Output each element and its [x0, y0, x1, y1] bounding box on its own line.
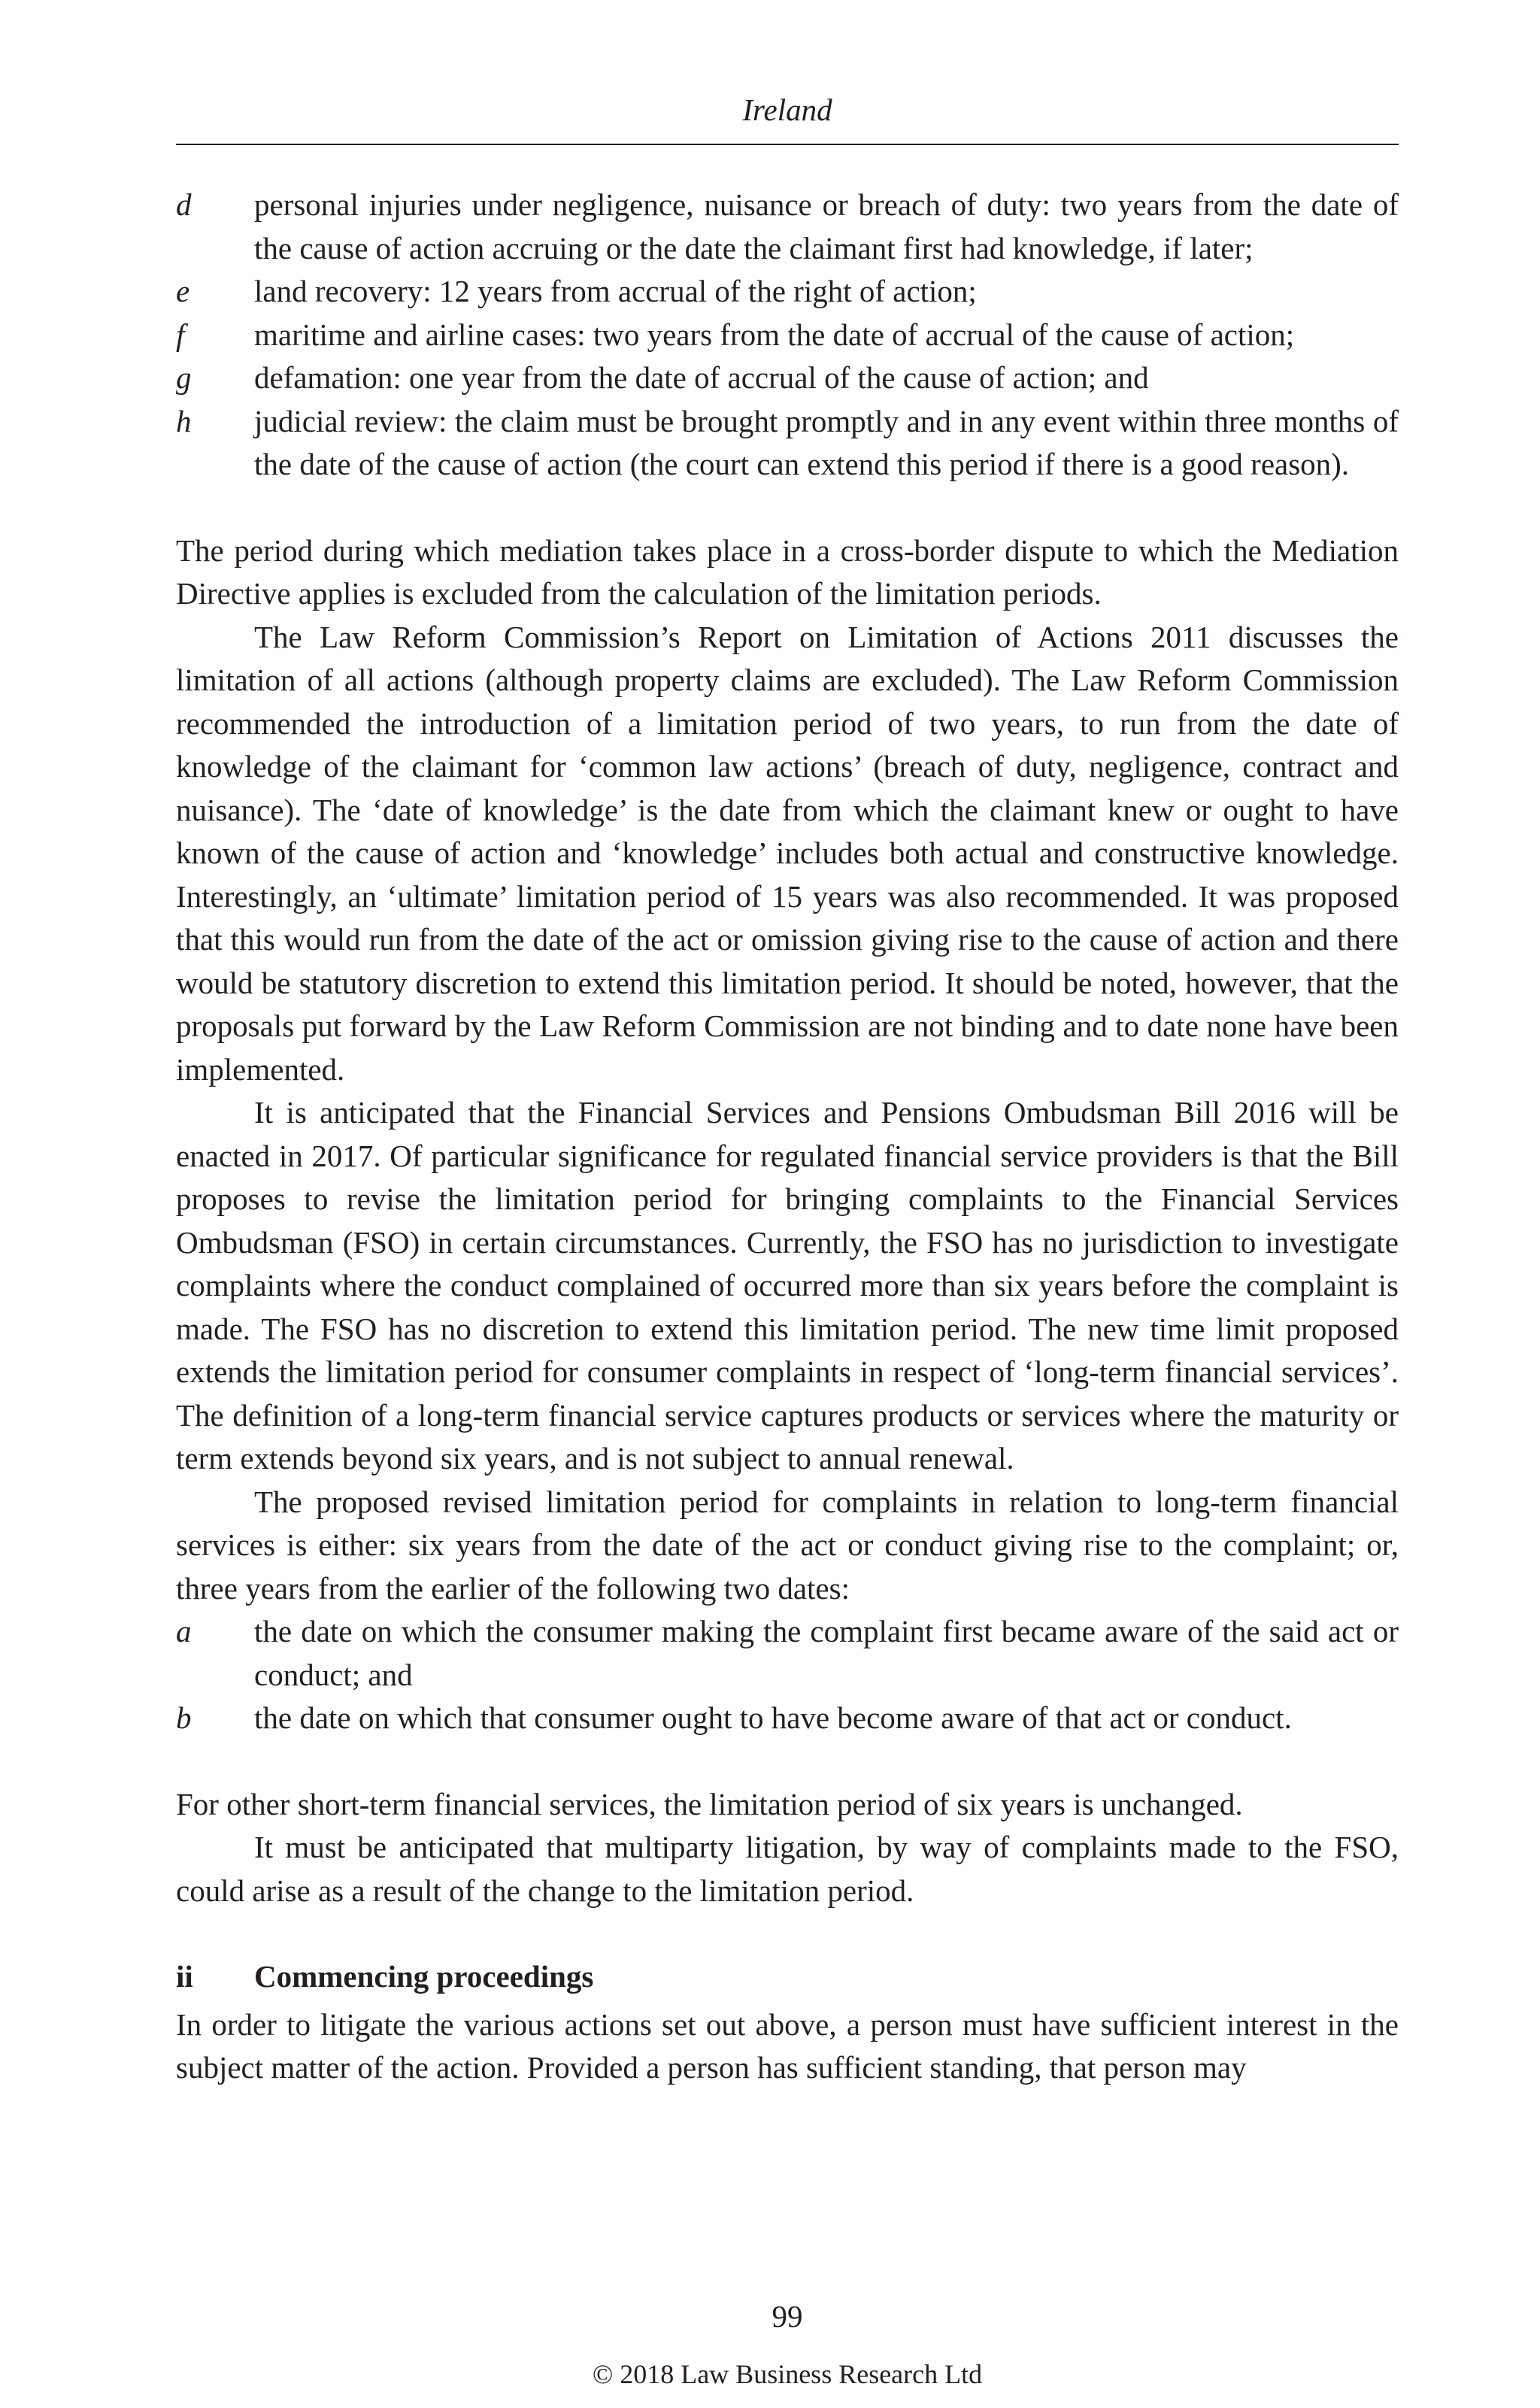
list-item-text: personal injuries under negligence, nuisance or breach of duty: two years from the date of the cause of action accruing or the date the claimant first had knowledge, if later;: [254, 187, 1399, 265]
body-text: [176, 183, 1399, 2090]
list-marker: h: [176, 403, 192, 438]
awareness-list: [176, 1610, 1399, 1740]
list-item: [176, 400, 1399, 487]
list-item-text: maritime and airline cases: two years from the date of accrual of the cause of action;: [254, 317, 1295, 352]
header-rule: [176, 144, 1399, 145]
list-item: [176, 1610, 1399, 1697]
paragraph: The Law Reform Commission’s Report on Limitation of Actions 2011 discusses the limitation of all actions (although property claims are excluded). The Law Reform Commission recommended the introduction of a limitation period of two years, to run from the date of knowledge of the claimant for ‘common law actions’ (breach of duty, negligence, contract and nuisance). The ‘date of knowledge’ is the date from which the claimant knew or ought to have known of the cause of action and ‘knowledge’ includes both actual and constructive knowledge. Interestingly, an ‘ultimate’ limitation period of 15 years was also recommended. It was proposed that this would run from the date of the act or omission giving rise to the cause of action and there would be statutory discretion to extend this limitation period. It should be noted, however, that the proposals put forward by the Law Reform Commission are not binding and to date none have been implemented.: [176, 619, 1399, 1087]
list-item: [176, 270, 1399, 314]
list-item-text: land recovery: 12 years from accrual of the right of action;: [254, 274, 977, 308]
paragraph: The period during which mediation takes place in a cross-border dispute to which the Mediation Directive applies is excluded from the calculation of the limitation periods.: [176, 532, 1399, 611]
paragraph: For other short-term financial services, the limitation period of six years is unchanged.: [176, 1786, 1243, 1821]
section-title: Commencing proceedings: [254, 1959, 594, 1994]
list-item: [176, 314, 1399, 357]
page-number: 99: [772, 2299, 803, 2334]
list-item-text: the date on which that consumer ought to have become aware of that act or conduct.: [254, 1700, 1292, 1735]
limitation-list: [176, 183, 1399, 487]
paragraph: In order to litigate the various actions set out above, a person must have sufficient interest in the subject matter of the action. Provided a person has sufficient standing, that person may: [176, 2006, 1399, 2085]
running-head: Ireland: [742, 92, 832, 127]
paragraph: It is anticipated that the Financial Services and Pensions Ombudsman Bill 2016 will be enacted in 2017. Of particular significance for regulated financial service providers is that the Bill proposes to revise the limitation period for bringing complaints to the Financial Services Ombudsman (FSO) in certain circumstances. Currently, the FSO has no jurisdiction to investigate complaints where the conduct complained of occurred more than six years before the complaint is made. The FSO has no discretion to extend this limitation period. The new time limit proposed extends the limitation period for consumer complaints in respect of ‘long-term financial services’. The definition of a long-term financial service captures products or services where the maturity or term extends beyond six years, and is not subject to annual renewal.: [176, 1095, 1399, 1475]
list-marker: b: [176, 1700, 192, 1735]
paragraph: It must be anticipated that multiparty litigation, by way of complaints made to the FSO, could arise as a result of the change to the limitation period.: [176, 1830, 1399, 1908]
list-item-text: judicial review: the claim must be brought promptly and in any event within three months of the date of the cause of action (the court can extend this period if there is a good reason).: [254, 403, 1399, 481]
paragraph: The proposed revised limitation period for complaints in relation to long-term financial services is either: six years from the date of the act or conduct giving rise to the complaint; or, three years from the earlier of the following two dates:: [176, 1484, 1399, 1606]
spacer: [176, 487, 1399, 529]
list-item: [176, 356, 1399, 400]
list-marker: e: [176, 274, 190, 308]
list-item: [176, 1697, 1399, 1740]
list-item: [176, 183, 1399, 270]
copyright-notice: © 2018 Law Business Research Ltd: [592, 2359, 983, 2389]
spacer: [176, 1740, 1399, 1783]
list-marker: a: [176, 1614, 192, 1648]
list-item-text: the date on which the consumer making the complaint first became aware of the said act or conduct; and: [254, 1614, 1399, 1692]
list-marker: f: [176, 317, 185, 352]
list-item-text: defamation: one year from the date of accrual of the cause of action; and: [254, 360, 1149, 395]
section-heading: [176, 1955, 1399, 1999]
list-marker: g: [176, 360, 192, 395]
section-number: ii: [176, 1959, 193, 1994]
list-marker: d: [176, 187, 192, 222]
